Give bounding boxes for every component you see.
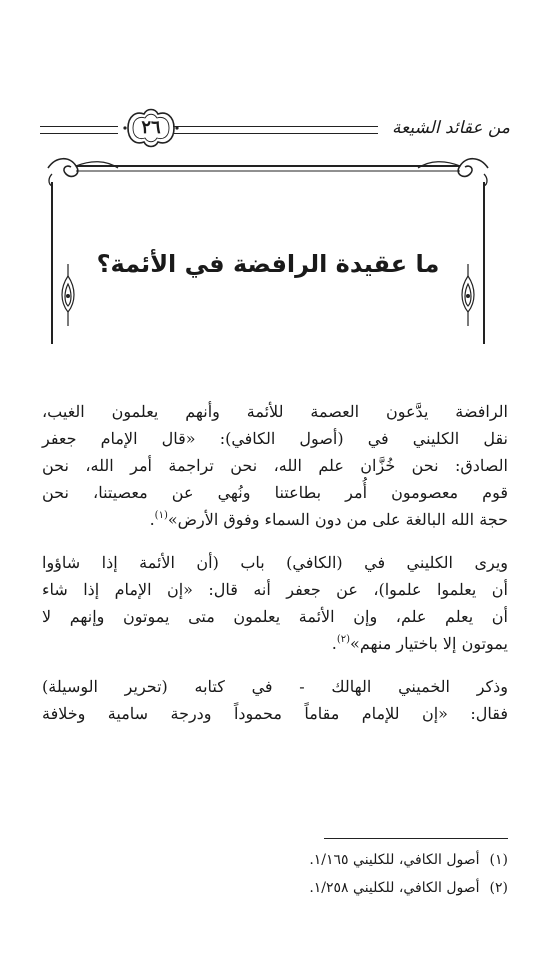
paragraph-1 <box>42 398 508 533</box>
book-title: من عقائد الشيعة <box>392 118 510 138</box>
text-line: أن يعلم علم، وإن الأئمة يعلمون متى يموتون وإنهم لا <box>42 607 508 626</box>
footnote-reference[interactable]: (١) <box>154 510 168 521</box>
line-end-punctuation: . <box>331 634 337 653</box>
footnote-number: (٢) <box>489 880 508 896</box>
text-line: قوم معصومون أُمر بطاعتنا ونُهي عن معصيتنا، نحن <box>42 483 508 502</box>
text-line: أن يعلموا علموا)، عن جعفر أنه قال: «إن الإمام إذا شاء <box>42 580 508 599</box>
footnote-2 <box>200 874 508 902</box>
text-line-last <box>42 506 508 533</box>
body-text <box>42 398 508 727</box>
chapter-title: ما عقيدة الرافضة في الأئمة؟ <box>96 250 440 278</box>
page-number: ٢٦ <box>141 117 161 138</box>
footnote-1 <box>200 846 508 874</box>
line-end-punctuation: . <box>149 510 155 529</box>
text-line: الصادق: نحن خُزَّان علم الله، نحن تراجمة أمر الله، نحن <box>42 456 508 475</box>
page-number-ornament <box>122 106 180 150</box>
text-line: الرافضة يدَّعون العصمة للأئمة وأنهم يعلمون الغيب، <box>42 402 508 421</box>
text-line: ويرى الكليني في (الكافي) باب (أن الأئمة إذا شاؤوا <box>42 553 508 572</box>
header-double-rule-left <box>40 126 118 134</box>
paragraph-2 <box>42 549 508 657</box>
text-line-content: يموتون إلا باختيار منهم» <box>350 634 508 653</box>
paragraph-3 <box>42 673 508 727</box>
text-line: فقال: «إن للإمام مقاماً محموداً ودرجة سامية وخلافة <box>42 704 508 723</box>
text-line-content: حجة الله البالغة على من دون السماء وفوق الأرض» <box>167 510 508 529</box>
footnote-separator <box>324 838 508 839</box>
paragraph-gap <box>42 657 508 673</box>
paragraph-gap <box>42 533 508 549</box>
footnote-number: (١) <box>489 852 508 868</box>
footnote-text: أصول الكافي، للكليني ١/١٦٥. <box>309 852 480 868</box>
footnote-text: أصول الكافي، للكليني ١/٢٥٨. <box>309 880 480 896</box>
text-line: نقل الكليني في (أصول الكافي): «قال الإمام جعفر <box>42 429 508 448</box>
footnote-reference[interactable]: (٢) <box>336 634 351 645</box>
chapter-title-frame <box>46 156 490 346</box>
running-header <box>40 106 510 152</box>
header-double-rule <box>173 126 378 134</box>
text-line: وذكر الخميني الهالك - في كتابه (تحرير الوسيلة) <box>42 677 508 696</box>
text-line-last <box>42 630 508 657</box>
footnotes <box>200 846 508 902</box>
